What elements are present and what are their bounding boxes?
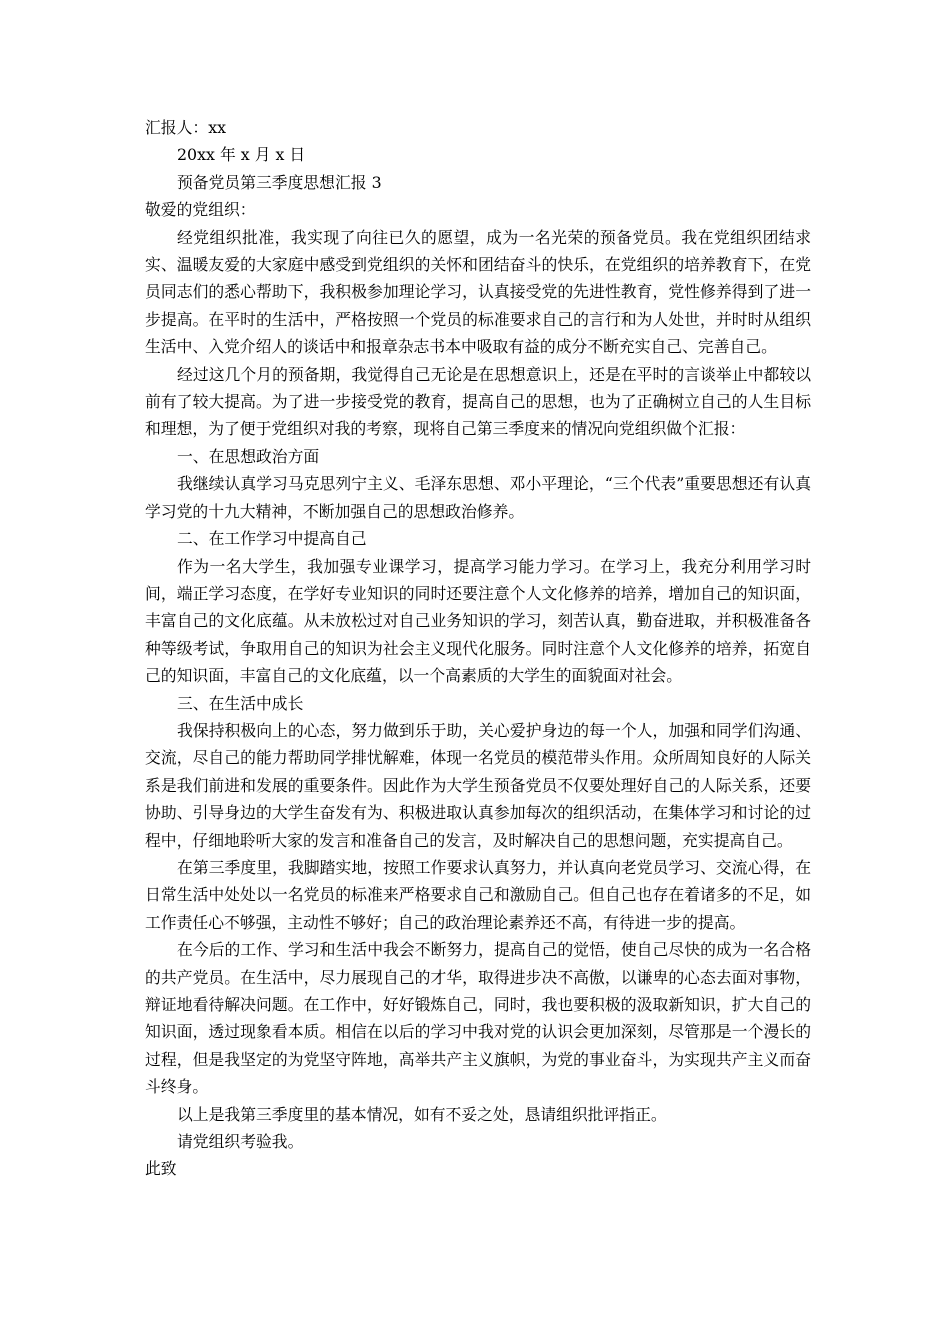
paragraph-5: 我保持积极向上的心态，努力做到乐于助，关心爱护身边的每一个人，加强和同学们沟通、交流，尽自己的能力帮助同学排忧解难，体现一名党员的模范带头作用。众所周知良好的人际关系是我们前进和发展的重要条件。因此作为大学生预备党员不仅要处理好自己的人际关系，还要协助、引导身边的大学生奋发有为、积极进取认真参加每次的组织活动，在集体学习和讨论的过程中，仔细地聆听大家的发言和准备自己的发言，及时解决自己的思想问题，充实提高自己。 bbox=[145, 720, 811, 850]
paragraph-1: 经党组织批准，我实现了向往已久的愿望，成为一名光荣的预备党员。我在党组织团结求实、温暖友爱的大家庭中感受到党组织的关怀和团结奋斗的快乐，在党组织的培养教育下，在党员同志们的悉心帮助下，我积极参加理论学习，认真接受党的先进性教育，党性修养得到了进一步提高。在平时的生活中，严格按照一个党员的标准要求自己的言行和为人处世，并时时从组织生活中、入党介绍人的谈话中和报章杂志书本中吸取有益的成分不断充实自己、完善自己。 bbox=[145, 227, 811, 357]
section-heading-1: 一、在思想政治方面 bbox=[177, 446, 320, 466]
section-heading-2: 二、在工作学习中提高自己 bbox=[177, 529, 367, 549]
document-page bbox=[145, 114, 811, 1183]
paragraph-7: 在今后的工作、学习和生活中我会不断努力，提高自己的觉悟，使自己尽快的成为一名合格的共产党员。在生活中，尽力展现自己的才华，取得进步决不高傲，以谦卑的心态去面对事物，辩证地看待解决问题。在工作中，好好锻炼自己，同时，我也要积极的汲取新知识，扩大自己的知识面，透过现象看本质。相信在以后的学习中我对党的认识会更加深刻，尽管那是一个漫长的过程，但是我坚定的为党坚守阵地，高举共产主义旗帜，为党的事业奋斗，为实现共产主义而奋斗终身。 bbox=[145, 940, 811, 1097]
paragraph-8: 以上是我第三季度里的基本情况，如有不妥之处，恳请组织批评指正。 bbox=[177, 1104, 667, 1124]
paragraph-6: 在第三季度里，我脚踏实地，按照工作要求认真努力，并认真向老党员学习、交流心得，在日常生活中处处以一名党员的标准来严格要求自己和激励自己。但自己也存在着诸多的不足，如工作责任心不够强，主动性不够好；自己的政治理论素养还不高，有待进一步的提高。 bbox=[145, 857, 811, 932]
paragraph-9: 请党组织考验我。 bbox=[177, 1132, 304, 1152]
closing-line: 此致 bbox=[145, 1159, 177, 1179]
salutation: 敬爱的党组织： bbox=[145, 200, 256, 220]
section-heading-3: 三、在生活中成长 bbox=[177, 693, 304, 713]
date-line: 20xx 年 x 月 x 日 bbox=[177, 145, 306, 165]
paragraph-3: 我继续认真学习马克思列宁主义、毛泽东思想、邓小平理论，“三个代表”重要思想还有认真学习党的十九大精神，不断加强自己的思想政治修养。 bbox=[145, 474, 811, 521]
paragraph-4: 作为一名大学生，我加强专业课学习，提高学习能力学习。在学习上，我充分利用学习时间，端正学习态度，在学好专业知识的同时还要注意个人文化修养的培养，增加自己的知识面，丰富自己的文化底蕴。从未放松过对自己业务知识的学习，刻苦认真，勤奋进取，并积极准备各种等级考试，争取用自己的知识为社会主义现代化服务。同时注意个人文化修养的培养，拓宽自己的知识面，丰富自己的文化底蕴，以一个高素质的大学生的面貌面对社会。 bbox=[145, 556, 811, 686]
paragraph-2: 经过这几个月的预备期，我觉得自己无论是在思想意识上，还是在平时的言谈举止中都较以前有了较大提高。为了进一步接受党的教育，提高自己的思想，也为了正确树立自己的人生目标和理想，为了便于党组织对我的考察，现将自己第三季度来的情况向党组织做个汇报： bbox=[145, 364, 811, 439]
reporter-line: 汇报人：xx bbox=[145, 118, 227, 137]
document-title: 预备党员第三季度思想汇报 3 bbox=[177, 172, 382, 192]
